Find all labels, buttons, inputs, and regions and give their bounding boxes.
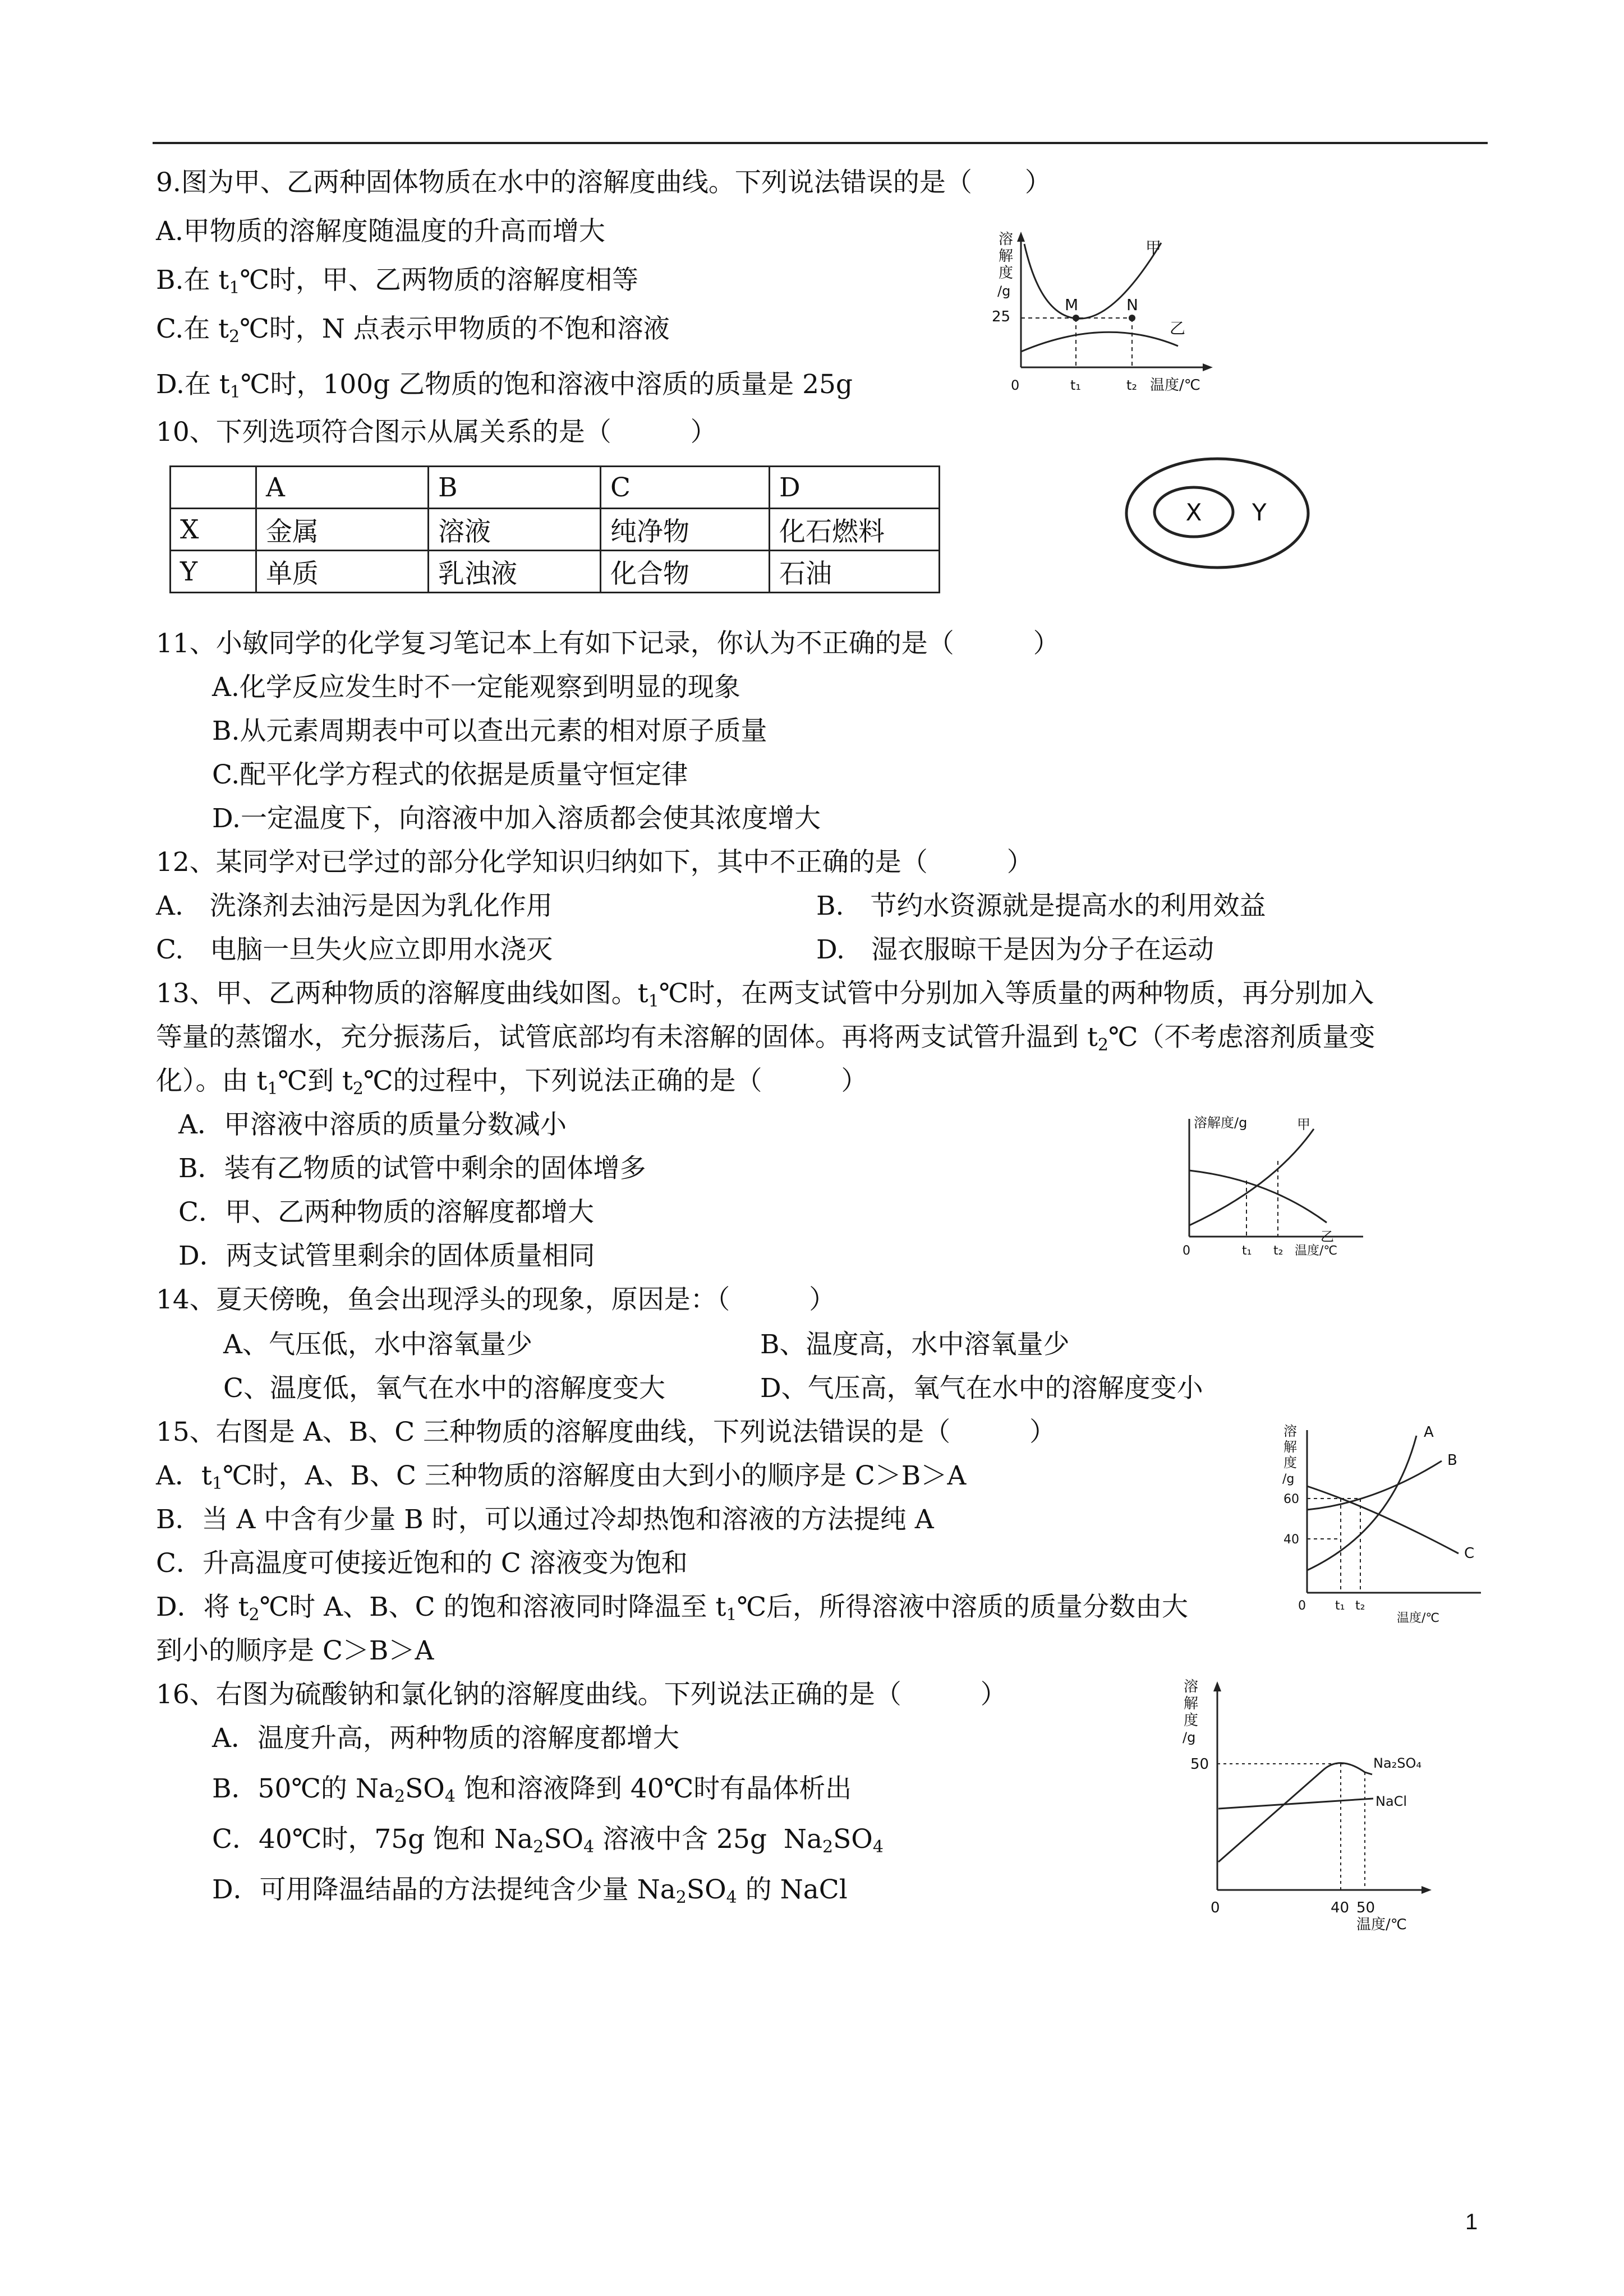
q15-graph-ylabel: 溶	[1283, 1423, 1297, 1439]
table-row	[171, 551, 940, 593]
table-row	[171, 467, 940, 509]
q14-option-c: C、温度低，氧气在水中的溶解度变大	[223, 1373, 665, 1404]
q15-curve-c	[1307, 1486, 1459, 1553]
table-row	[171, 509, 940, 551]
q16-graph-ylabel: /g	[1183, 1730, 1196, 1745]
q16-graph-ylabel: 溶	[1184, 1679, 1199, 1695]
q9-graph-t1: t₁	[1070, 377, 1082, 393]
q15-option-a: A．$t_1℃$时，A、B、C 三种物质的溶解度由大到小的顺序是 C＞B＞A	[156, 1460, 967, 1493]
header-rule	[153, 142, 1488, 144]
table-cell: D	[770, 467, 940, 509]
q13-option-b: B．装有乙物质的试管中剩余的固体增多	[178, 1153, 646, 1184]
q15-curve-a	[1307, 1436, 1416, 1570]
q11-stem: 11、小敏同学的化学复习笔记本上有如下记录，你认为不正确的是（ ）	[156, 628, 1060, 659]
q15-option-d-line2: 到小的顺序是 C＞B＞A	[156, 1635, 434, 1666]
q13-solubility-graph	[1172, 1108, 1386, 1270]
q9-graph-ylabel: 溶	[999, 231, 1014, 248]
q13-stem-line2: 等量的蒸馏水，充分振荡后，试管底部均有未溶解的固体。再将两支试管升温到 $t_2℃$（不考虑溶剂质量变	[156, 1022, 1375, 1055]
q16-option-a: A．温度升高，两种物质的溶解度都增大	[212, 1723, 679, 1754]
q16-curve-nacl	[1218, 1799, 1373, 1809]
q15-graph-t1: t₁	[1335, 1599, 1345, 1613]
table-cell: A	[256, 467, 429, 509]
page-number: 1	[1465, 2210, 1478, 2234]
q13-graph-t2: t₂	[1273, 1244, 1283, 1258]
q9-graph-origin: 0	[1011, 377, 1020, 393]
q13-graph-origin: 0	[1183, 1244, 1190, 1258]
table-cell: 化石燃料	[770, 509, 940, 551]
table-cell: 金属	[256, 509, 429, 551]
q15-label-c: C	[1464, 1545, 1475, 1562]
q13-option-d: D．两支试管里剩余的固体质量相同	[178, 1241, 595, 1271]
q16-graph-xlabel: 温度/℃	[1356, 1916, 1407, 1933]
q13-graph-ylabel: 溶解度/g	[1194, 1115, 1248, 1131]
q15-label-b: B	[1447, 1452, 1457, 1469]
table-cell: 单质	[256, 551, 429, 593]
q9-graph-t2: t₂	[1126, 377, 1138, 393]
q9-solubility-graph	[987, 222, 1223, 401]
q15-graph-ytick: 40	[1283, 1533, 1299, 1547]
q13-stem-line3: 化）。由 $t_1℃$到 $t_2℃$的过程中，下列说法正确的是（ ）	[156, 1066, 868, 1099]
q9-option-b: B.在 $t_1℃$时，甲、乙两物质的溶解度相等	[156, 265, 638, 298]
q10-stem: 10、下列选项符合图示从属关系的是（ ）	[156, 417, 717, 448]
table-cell: C	[601, 467, 770, 509]
q16-graph-xtick: 50	[1356, 1899, 1375, 1916]
q16-graph-ytick: 50	[1190, 1756, 1209, 1773]
q9-graph-ylabel: /g	[997, 283, 1011, 299]
q16-graph-xtick: 40	[1331, 1899, 1350, 1916]
table-cell: B	[429, 467, 601, 509]
q13-curve-jia	[1189, 1129, 1314, 1225]
q12-option-d: D. 湿衣服晾干是因为分子在运动	[816, 934, 1214, 965]
q9-curve-jia	[1024, 243, 1161, 319]
q15-graph-ylabel: 解	[1283, 1439, 1297, 1455]
q15-graph-ytick: 60	[1283, 1492, 1299, 1506]
q16-option-d: D．可用降温结晶的方法提纯含少量 $Na_2SO_4$ 的 NaCl	[212, 1874, 848, 1907]
q16-curve-na2so4	[1218, 1763, 1372, 1862]
q9-point-m	[1073, 315, 1079, 321]
q15-graph-t2: t₂	[1355, 1599, 1365, 1613]
q13-option-c: C．甲、乙两种物质的溶解度都增大	[178, 1197, 594, 1228]
q15-option-c: C．升高温度可使接近饱和的 C 溶液变为饱和	[156, 1548, 688, 1579]
q15-label-a: A	[1424, 1424, 1434, 1441]
table-cell: Y	[171, 551, 256, 593]
table-cell: 纯净物	[601, 509, 770, 551]
q15-curve-b	[1307, 1461, 1442, 1510]
q9-graph-xlabel: 温度/℃	[1150, 377, 1200, 394]
q13-graph-t1: t₁	[1242, 1244, 1252, 1258]
table-cell	[171, 467, 256, 509]
q9-option-d: D.在 $t_1℃$时，100g 乙物质的饱和溶液中溶质的质量是 25g	[156, 369, 853, 402]
q9-curve-yi	[1021, 332, 1178, 352]
q11-option-b: B.从元素周期表中可以查出元素的相对原子质量	[212, 716, 767, 746]
q9-label-m: M	[1065, 296, 1079, 314]
q16-solubility-graph	[1178, 1671, 1447, 1940]
q14-option-b: B、温度高，水中溶氧量少	[760, 1329, 1070, 1360]
q16-label-na2so4: Na₂SO₄	[1373, 1755, 1422, 1771]
q15-stem: 15、右图是 A、B、C 三种物质的溶解度曲线，下列说法错误的是（ ）	[156, 1417, 1056, 1447]
q15-option-d-line1: D．将 $t_2℃$时 A、B、C 的饱和溶液同时降温至 $t_1℃$后，所得溶液中溶质的质量分数由大	[156, 1592, 1189, 1625]
q10-table	[169, 465, 940, 593]
q15-solubility-graph	[1279, 1419, 1503, 1632]
q9-label-yi: 乙	[1170, 319, 1186, 338]
q13-stem-line1: 13、甲、乙两种物质的溶解度曲线如图。$t_1℃$时，在两支试管中分别加入等质量的两种物质，再分别加入	[156, 978, 1374, 1011]
q14-stem: 14、夏天傍晚，鱼会出现浮头的现象，原因是：（ ）	[156, 1284, 836, 1315]
q16-graph-ylabel: 解	[1184, 1695, 1199, 1712]
q15-graph-ylabel: 度	[1283, 1455, 1297, 1470]
q13-label-yi: 乙	[1321, 1229, 1334, 1244]
table-cell: 乳浊液	[429, 551, 601, 593]
q9-label-jia: 甲	[1145, 238, 1162, 257]
q9-option-a: A.甲物质的溶解度随温度的升高而增大	[156, 216, 605, 247]
table-cell: 化合物	[601, 551, 770, 593]
q10-venn-diagram	[1122, 454, 1313, 572]
q16-graph-ylabel: 度	[1184, 1712, 1199, 1729]
q13-option-a: A．甲溶液中溶质的质量分数减小	[178, 1109, 567, 1140]
q15-option-b: B．当 A 中含有少量 B 时，可以通过冷却热饱和溶液的方法提纯 A	[156, 1504, 934, 1535]
q11-option-d: D.一定温度下，向溶液中加入溶质都会使其浓度增大	[212, 803, 821, 834]
q16-stem: 16、右图为硫酸钠和氯化钠的溶解度曲线。下列说法正确的是（ ）	[156, 1679, 1007, 1710]
q14-option-a: A、气压低，水中溶氧量少	[223, 1329, 532, 1360]
q12-option-a: A. 洗涤剂去油污是因为乳化作用	[156, 891, 553, 921]
q9-graph-ytick: 25	[992, 308, 1011, 325]
q9-graph-ylabel: 解	[999, 248, 1014, 265]
q16-graph-origin: 0	[1211, 1899, 1220, 1916]
table-cell: 石油	[770, 551, 940, 593]
table-cell: X	[171, 509, 256, 551]
q12-stem: 12、某同学对已学过的部分化学知识归纳如下，其中不正确的是（ ）	[156, 847, 1033, 878]
q14-option-d: D、气压高，氧气在水中的溶解度变小	[760, 1373, 1203, 1404]
q10-label-x: X	[1185, 499, 1202, 526]
q9-stem: 9.图为甲、乙两种固体物质在水中的溶解度曲线。下列说法错误的是（ ）	[156, 167, 1051, 198]
q9-point-n	[1129, 315, 1135, 321]
q13-graph-xlabel: 温度/℃	[1295, 1244, 1338, 1258]
q9-option-c: C.在 $t_2℃$时，N 点表示甲物质的不饱和溶液	[156, 313, 670, 347]
table-cell: 溶液	[429, 509, 601, 551]
q13-label-jia: 甲	[1297, 1117, 1310, 1132]
q16-label-nacl: NaCl	[1375, 1794, 1407, 1809]
q12-option-c: C. 电脑一旦失火应立即用水浇灭	[156, 934, 553, 965]
q9-label-n: N	[1126, 296, 1138, 314]
q16-option-c: C．40℃时，75g 饱和 $Na_2SO_4$ 溶液中含 25g $Na_2SO_4$	[212, 1824, 884, 1857]
q15-graph-origin: 0	[1298, 1599, 1306, 1613]
q12-option-b: B. 节约水资源就是提高水的利用效益	[816, 891, 1266, 921]
q9-graph-ylabel: 度	[999, 265, 1014, 282]
q15-graph-ylabel: /g	[1282, 1472, 1295, 1486]
q16-option-b: B．50℃的 $Na_2SO_4$ 饱和溶液降到 40℃时有晶体析出	[212, 1773, 852, 1806]
q11-option-c: C.配平化学方程式的依据是质量守恒定律	[212, 759, 688, 790]
q11-option-a: A.化学反应发生时不一定能观察到明显的现象	[212, 672, 740, 703]
q10-label-y: Y	[1252, 499, 1267, 526]
q15-graph-xlabel: 温度/℃	[1397, 1611, 1440, 1625]
